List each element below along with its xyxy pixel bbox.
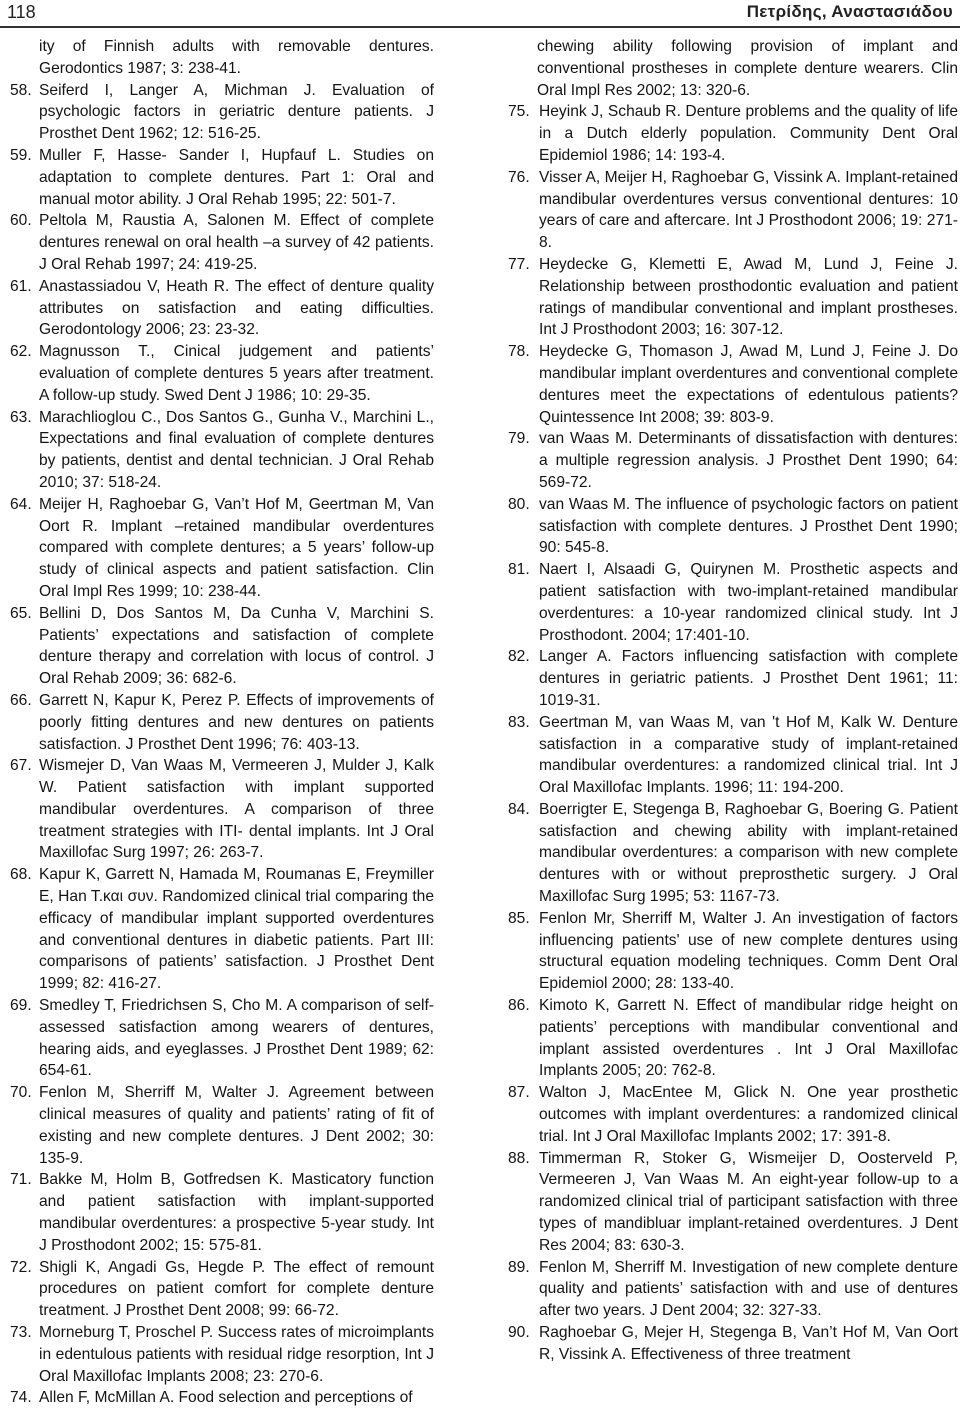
reference-number: 79.	[508, 430, 530, 448]
reference-text: Marachlioglou C., Dos Santos G., Gunha V., Marchini L., Expectations and final evaluation of complete dentures by patients, dentist and dental technician. J Oral Rehab 2010; 37: 518-24.	[39, 408, 434, 491]
reference-item	[508, 1322, 958, 1366]
reference-item	[508, 167, 958, 254]
right-reference-column	[508, 36, 958, 1366]
reference-text: Shigli K, Angadi Gs, Hegde P. The effect of remount procedures on patient comfort for complete denture treatment. J Prosthet Dent 2008; 99: 66-72.	[39, 1258, 434, 1320]
reference-item	[508, 341, 958, 428]
reference-number: 74.	[10, 1389, 32, 1407]
reference-number: 66.	[10, 691, 32, 709]
reference-number: 67.	[10, 757, 32, 775]
left-reference-column	[10, 36, 434, 1409]
reference-number: 90.	[508, 1324, 530, 1342]
reference-number: 88.	[508, 1149, 530, 1167]
reference-number: 81.	[508, 561, 530, 579]
reference-number: 63.	[10, 408, 32, 426]
reference-text: Heydecke G, Klemetti E, Awad M, Lund J, Feine J. Relationship between prosthodontic evaluation and patient ratings of mandibular conventional and implant prostheses. Int J Prosthodont 2003; 16: 307-12.	[539, 255, 958, 339]
reference-text: Heydecke G, Thomason J, Awad M, Lund J, Feine J. Do mandibular implant overdentures and conventional complete dentures meet the expectations of edentulous patients? Quintessence Int 2008; 39: 803-9.	[539, 343, 958, 426]
reference-item	[508, 494, 958, 559]
reference-text: Kapur K, Garrett N, Hamada M, Roumanas E, Freymiller E, Han T.και συν. Randomized clinical trial comparing the efficacy of mandibular implant supported overdentures and conventional dentures in diabetic patients. Part III: comparisons of patients’ satisfaction. J Prosthet Dent 1999; 82: 416-27.	[39, 866, 434, 993]
reference-text: Raghoebar G, Mejer H, Stegenga B, Van’t Hof M, Van Oort R, Vissink A. Effectiveness of three treatment	[539, 1324, 958, 1363]
reference-number: 71.	[10, 1171, 32, 1189]
reference-number: 87.	[508, 1084, 530, 1102]
reference-item	[508, 559, 958, 646]
reference-text: Boerrigter E, Stegenga B, Raghoebar G, Boering G. Patient satisfaction and chewing ability with implant-retained mandibular overdentures: a comparison with new complete dentures with or without preprosthetic surgery. J Oral Maxillofac Surg 1995; 53: 1167-73.	[539, 800, 958, 906]
reference-text: Bakke M, Holm B, Gotfredsen K. Masticatory function and patient satisfaction with implant-supported mandibular overdentures: a prospective 5-year study. Int J Prosthodont 2002; 15: 575-81.	[39, 1171, 434, 1254]
reference-item	[10, 755, 434, 864]
reference-text: Morneburg T, Proschel P. Success rates of microimplants in edentulous patients with residual ridge resorption, Int J Oral Maxillofac Implants 2008; 23: 270-6.	[39, 1324, 434, 1385]
reference-number: 86.	[508, 997, 530, 1015]
page-number: 118	[7, 2, 36, 22]
reference-number: 85.	[508, 909, 530, 927]
reference-item	[10, 603, 434, 690]
reference-number: 83.	[508, 713, 530, 731]
reference-number: 60.	[10, 212, 32, 230]
reference-item	[10, 1322, 434, 1387]
reference-item	[508, 1257, 958, 1322]
reference-text: Fenlon M, Sherriff M. Investigation of new complete denture quality and patients’ satisfaction with and use of dentures after two years. J Dent 2004; 32: 327-33.	[539, 1258, 958, 1320]
reference-item	[508, 995, 958, 1082]
running-title: Πετρίδης, Αναστασιάδου	[746, 2, 953, 21]
reference-item	[508, 908, 958, 995]
reference-text: Wismejer D, Van Waas M, Vermeeren J, Mulder J, Kalk W. Patient satisfaction with implant supported mandibular overdentures. A comparison of three treatment strategies with ITI- dental implants. Int J Oral Maxillofac Surg 1997; 26: 263-7.	[39, 757, 434, 862]
reference-number: 70.	[10, 1084, 32, 1102]
reference-number: 61.	[10, 277, 32, 295]
reference-item	[10, 80, 434, 145]
reference-item	[10, 1082, 434, 1169]
reference-text: Heyink J, Schaub R. Denture problems and the quality of life in a Dutch elderly population. Community Dent Oral Epidemiol 1986; 14: 193-4.	[539, 103, 958, 164]
reference-text: Walton J, MacEntee M, Glick N. One year prosthetic outcomes with implant overdentures: a randomized clinical trial. Int J Oral Maxillofac Implants 2002; 17: 391-8.	[539, 1084, 958, 1145]
reference-text: Langer A. Factors influencing satisfaction with complete dentures in geriatric patients. J Prosthet Dent 1961; 11: 1019-31.	[539, 648, 958, 709]
reference-item	[508, 712, 958, 799]
reference-item	[10, 1387, 434, 1409]
reference-number: 59.	[10, 146, 32, 164]
reference-number: 62.	[10, 343, 32, 361]
reference-text: Allen F, McMillan A. Food selection and perceptions of	[39, 1389, 413, 1407]
reference-text: Bellini D, Dos Santos M, Da Cunha V, Marchini S. Patients’ expectations and satisfaction of complete denture therapy and correlation with locus of control. J Oral Rehab 2009; 36: 682-6.	[39, 604, 434, 688]
header-rule	[0, 26, 960, 28]
reference-text: Garrett N, Kapur K, Perez P. Effects of improvements of poorly fitting dentures and new dentures on patients satisfaction. J Prosthet Dent 1996; 76: 403-13.	[39, 691, 434, 753]
reference-text: Fenlon M, Sherriff M, Walter J. Agreement between clinical measures of quality and patients’ rating of fit of existing and new complete dentures. J Dent 2002; 30: 135-9.	[39, 1084, 434, 1167]
reference-continuation: chewing ability following provision of implant and conventional prostheses in complete denture wearers. Clin Oral Impl Res 2002; 13: 320-6.	[537, 38, 958, 99]
reference-number: 80.	[508, 495, 530, 513]
reference-item	[10, 145, 434, 210]
reference-number: 84.	[508, 800, 530, 818]
reference-item	[10, 864, 434, 995]
reference-text: van Waas M. Determinants of dissatisfaction with dentures: a multiple regression analysis. J Prosthet Dent 1990; 64: 569-72.	[539, 430, 958, 491]
reference-item	[508, 101, 958, 166]
reference-text: Fenlon Mr, Sherriff M, Walter J. An investigation of factors influencing patients' use of new complete dentures using structural equation modeling techniques. Comm Dent Oral Epidemiol 2000; 28: 133-40.	[539, 909, 958, 993]
reference-number: 76.	[508, 168, 530, 186]
running-header	[0, 0, 960, 30]
reference-item	[10, 995, 434, 1082]
reference-text: Muller F, Hasse- Sander I, Hupfauf L. Studies on adaptation to complete dentures. Part 1: Oral and manual motor ability. J Oral Rehab 1995; 22: 501-7.	[39, 146, 434, 208]
reference-number: 64.	[10, 495, 32, 513]
reference-number: 73.	[10, 1324, 32, 1342]
reference-item	[508, 646, 958, 711]
reference-number: 69.	[10, 997, 32, 1015]
reference-item	[508, 428, 958, 493]
reference-item	[10, 690, 434, 755]
reference-item	[508, 1148, 958, 1257]
reference-item	[10, 1169, 434, 1256]
reference-text: van Waas M. The influence of psychologic factors on patient satisfaction with complete dentures. J Prosthet Dent 1990; 90: 545-8.	[539, 495, 958, 557]
reference-number: 75.	[508, 103, 530, 121]
reference-number: 65.	[10, 604, 32, 622]
reference-text: Seiferd I, Langer A, Michman J. Evaluation of psychologic factors in geriatric denture patients. J Prosthet Dent 1962; 12: 516-25.	[39, 81, 434, 143]
reference-text: Anastassiadou V, Heath R. The effect of denture quality attributes on satisfaction and eating difficulties. Gerodontology 2006; 23: 23-32.	[39, 277, 434, 339]
reference-number: 68.	[10, 866, 32, 884]
reference-item	[508, 799, 958, 908]
reference-text: Smedley T, Friedrichsen S, Cho M. A comparison of self-assessed satisfaction among wearers of dentures, hearing aids, and eyeglasses. J Prosthet Dent 1989; 62: 654-61.	[39, 997, 434, 1080]
reference-text: Meijer H, Raghoebar G, Van’t Hof M, Geertman M, Van Oort R. Implant –retained mandibular overdentures compared with complete dentures; a 5 years’ follow-up study of clinical aspects and patient satisfaction. Clin Oral Impl Res 1999; 10: 238-44.	[39, 495, 434, 600]
reference-number: 82.	[508, 648, 530, 666]
reference-item	[10, 407, 434, 494]
reference-text: Geertman M, van Waas M, van 't Hof M, Kalk W. Denture satisfaction in a comparative study of implant-retained mandibular overdentures: a randomized clinical trial. Int J Oral Maxillofac Implants. 1996; 11: 194-200.	[539, 713, 958, 797]
reference-item	[10, 341, 434, 406]
reference-item	[10, 1257, 434, 1322]
reference-text: Visser A, Meijer H, Raghoebar G, Vissink A. Implant-retained mandibular overdentures versus conventional dentures: 10 years of care and aftercare. Int J Prosthodont 2006; 19: 271-8.	[539, 168, 958, 252]
reference-number: 77.	[508, 255, 530, 273]
reference-number: 72.	[10, 1258, 32, 1276]
reference-number: 89.	[508, 1258, 530, 1276]
reference-text: Peltola M, Raustia A, Salonen M. Effect of complete dentures renewal on oral health –a survey of 42 patients. J Oral Rehab 1997; 24: 419-25.	[39, 212, 434, 273]
reference-continuation: ity of Finnish adults with removable dentures. Gerodontics 1987; 3: 238-41.	[39, 38, 434, 77]
reference-item	[508, 254, 958, 341]
reference-text: Kimoto K, Garrett N. Effect of mandibular ridge height on patients’ perceptions with mandibular conventional and implant assisted overdentures . Int J Oral Maxillofac Implants 2005; 20: 762-8.	[539, 997, 958, 1080]
reference-number: 78.	[508, 343, 530, 361]
reference-text: Magnusson T., Cinical judgement and patients’ evaluation of complete dentures 5 years after treatment. A follow-up study. Swed Dent J 1986; 10: 29-35.	[39, 343, 434, 404]
reference-text: Timmerman R, Stoker G, Wismeijer D, Oosterveld P, Vermeeren J, Van Waas M. An eight-year follow-up to a randomized clinical trial of participant satisfaction with three types of mandibluar implant-retained overdentures. J Dent Res 2004; 83: 630-3.	[539, 1149, 958, 1254]
reference-item	[10, 276, 434, 341]
reference-item	[10, 494, 434, 603]
reference-item	[10, 210, 434, 275]
reference-item	[508, 1082, 958, 1147]
reference-number: 58.	[10, 81, 32, 99]
reference-text: Naert I, Alsaadi G, Quirynen M. Prosthetic aspects and patient satisfaction with two-implant-retained mandibular overdentures: a 10-year randomized clinical study. Int J Prosthodont. 2004; 17:401-10.	[539, 561, 958, 644]
